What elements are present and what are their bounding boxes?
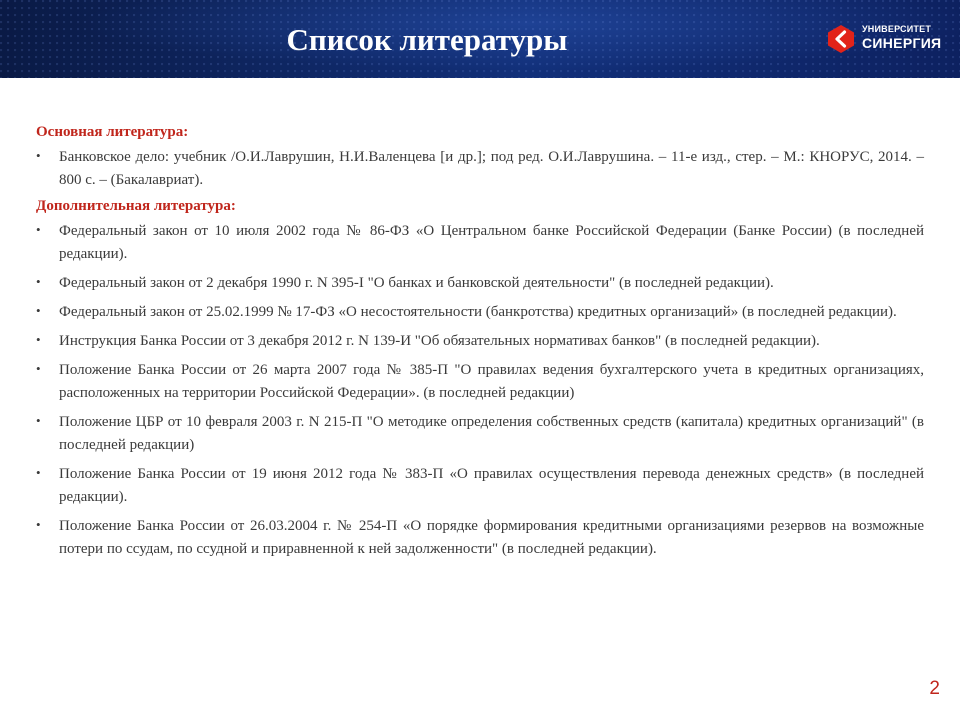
additional-literature-list [36, 220, 924, 561]
list-item-text: Банковское дело: учебник /О.И.Лаврушин, Н.И.Валенцева [и др.]; под ред. О.И.Лаврушина. – 11-е изд., стер. – М.: КНОРУС, 2014. – 800 с. – (Бакалавриат). [59, 149, 924, 188]
list-item-text: Положение Банка России от 26.03.2004 г. № 254-П «О порядке формирования кредитными организациями резервов на возможные потери по ссудам, по ссудной и приравненной к ней задолженности" (в последней редакции). [59, 518, 924, 557]
bullet-icon: • [36, 413, 41, 428]
list-item [36, 301, 924, 324]
synergy-logo-icon [826, 24, 856, 54]
main-literature-heading: Основная литература: [36, 124, 189, 140]
bullet-icon: • [36, 274, 41, 289]
bullet-icon: • [36, 517, 41, 532]
list-item-text: Федеральный закон от 10 июля 2002 года № 86-ФЗ «О Центральном банке Российской Федерации (Банке России) (в последней редакции). [59, 223, 924, 262]
bullet-icon: • [36, 332, 41, 347]
bullet-icon: • [36, 465, 41, 480]
list-item [36, 515, 924, 561]
university-logo [826, 22, 946, 58]
logo-line-2: СИНЕРГИЯ [862, 35, 942, 51]
list-item-text: Федеральный закон от 25.02.1999 № 17-ФЗ «О несостоятельности (банкротства) кредитных организаций» (в последней редакции). [59, 304, 897, 320]
list-item-text: Положение ЦБР от 10 февраля 2003 г. N 215-П "О методике определения собственных средств (капитала) кредитных организаций" (в последней редакции) [59, 414, 924, 453]
list-item-text: Положение Банка России от 26 марта 2007 года № 385-П "О правилах ведения бухгалтерского учета в кредитных организациях, расположенных на территории Российской Федерации». (в последней редакции) [59, 362, 924, 401]
main-literature-list [36, 146, 924, 192]
list-item [36, 272, 924, 295]
list-item [36, 463, 924, 509]
bibliography-content [36, 120, 924, 567]
page-number: 2 [929, 678, 940, 699]
list-item [36, 359, 924, 405]
bullet-icon: • [36, 303, 41, 318]
additional-literature-heading: Дополнительная литература: [36, 198, 236, 214]
list-item-text: Инструкция Банка России от 3 декабря 2012 г. N 139-И "Об обязательных нормативах банков" (в последней редакции). [59, 333, 820, 349]
list-item [36, 146, 924, 192]
logo-line-1: УНИВЕРСИТЕТ [862, 24, 932, 34]
list-item [36, 330, 924, 353]
bullet-icon: • [36, 361, 41, 376]
list-item [36, 411, 924, 457]
list-item-text: Федеральный закон от 2 декабря 1990 г. N 395-I "О банках и банковской деятельности" (в последней редакции). [59, 275, 774, 291]
list-item-text: Положение Банка России от 19 июня 2012 года № 383-П «О правилах осуществления перевода денежных средств» (в последней редакции). [59, 466, 924, 505]
bullet-icon: • [36, 222, 41, 237]
list-item [36, 220, 924, 266]
logo-text [862, 25, 941, 50]
bullet-icon: • [36, 148, 41, 163]
slide-title: Список литературы [286, 22, 568, 57]
slide-header [0, 0, 960, 78]
